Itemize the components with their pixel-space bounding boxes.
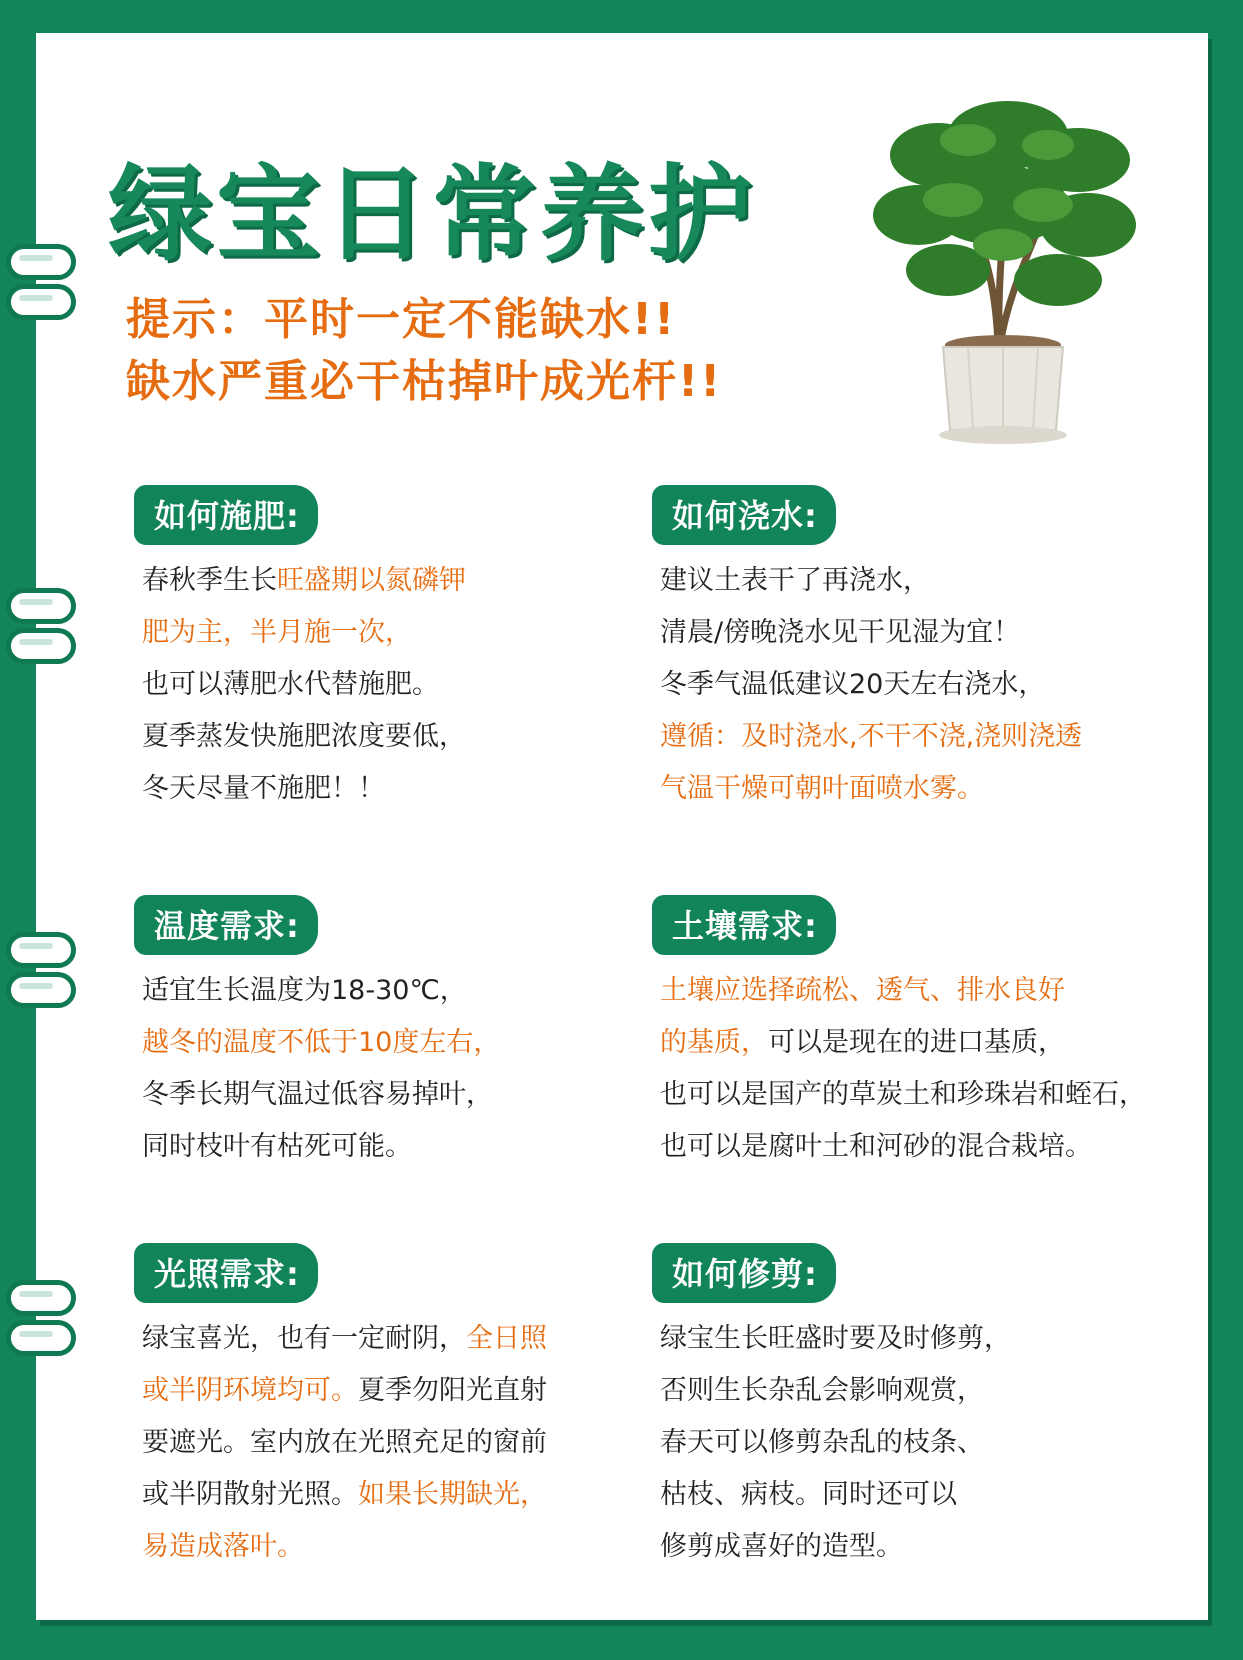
section-line [660,659,1172,711]
body-text: 同时枝叶有枯死可能。 [142,1131,412,1162]
section-line [142,1469,654,1521]
section-line [660,1469,1172,1521]
section-body [134,1313,654,1573]
binder-ring [6,1320,76,1356]
highlighted-text: 全日照 [466,1323,547,1354]
section-line [142,1313,654,1365]
body-text: 冬季长期气温过低容易掉叶， [142,1079,493,1110]
body-text: 冬天尽量不施肥！！ [142,773,385,804]
highlighted-text: 或半阴环境均可。 [142,1375,358,1406]
highlighted-text: 气温干燥可朝叶面喷水雾。 [660,773,984,804]
body-text: 或半阴散射光照。 [142,1479,358,1510]
highlighted-text: 易造成落叶。 [142,1531,304,1562]
binder-ring [6,932,76,968]
tip-line-2: 缺水严重必干枯掉叶成光杆!! [126,356,723,407]
section-line [142,711,654,763]
body-text: 春秋季生长 [142,565,277,596]
section-line [660,555,1172,607]
binder-ring [6,1280,76,1316]
highlighted-text: 的基质， [660,1027,768,1058]
section-line [660,711,1172,763]
body-text: 绿宝生长旺盛时要及时修剪， [660,1323,1011,1354]
section-line [660,1365,1172,1417]
section-line [142,1417,654,1469]
section-line [660,607,1172,659]
section-heading: 温度需求: [134,895,318,955]
binder-ring [6,588,76,624]
binder-ring [6,972,76,1008]
section-line [142,1121,654,1173]
section-fertilizing [134,485,654,815]
highlighted-text: 肥为主，半月施一次， [142,617,412,648]
section-line [660,1417,1172,1469]
section-line [142,555,654,607]
body-text: 夏季勿阳光直射 [358,1375,547,1406]
section-line [660,1313,1172,1365]
body-text: 否则生长杂乱会影响观赏， [660,1375,984,1406]
section-line [660,1069,1212,1121]
tip-line-1: 提示：平时一定不能缺水!! [126,294,677,345]
section-line [142,659,654,711]
section-body [652,965,1212,1173]
section-line [142,1069,654,1121]
body-text: 也可以是国产的草炭土和珍珠岩和蛭石， [660,1079,1146,1110]
section-heading: 光照需求: [134,1243,318,1303]
section-body [652,555,1172,815]
section-line [142,1365,654,1417]
section-soil [652,895,1212,1173]
section-pruning [652,1243,1172,1573]
highlighted-text: 土壤应选择疏松、透气、排水良好 [660,975,1065,1006]
potted-plant-image [858,95,1148,475]
section-heading: 如何浇水: [652,485,836,545]
body-text: 要遮光。室内放在光照充足的窗前 [142,1427,547,1458]
body-text: 建议土表干了再浇水， [660,565,930,596]
body-text: 冬季气温低建议20天左右浇水， [660,669,1046,700]
binder-ring [6,628,76,664]
section-line [142,1017,654,1069]
body-text: 可以是现在的进口基质， [768,1027,1065,1058]
section-body [134,965,654,1173]
highlighted-text: 旺盛期以氮磷钾 [277,565,466,596]
section-line [660,1121,1212,1173]
section-line [142,607,654,659]
section-line [660,1521,1172,1573]
section-heading: 如何施肥: [134,485,318,545]
section-line [660,965,1212,1017]
body-text: 修剪成喜好的造型。 [660,1531,903,1562]
section-line [142,965,654,1017]
highlighted-text: 遵循：及时浇水,不干不浇,浇则浇透 [660,721,1083,752]
body-text: 清晨/傍晚浇水见干见湿为宜！ [660,617,1021,648]
section-light [134,1243,654,1573]
section-body [134,555,654,815]
body-text: 夏季蒸发快施肥浓度要低， [142,721,466,752]
binder-ring [6,284,76,320]
section-line [142,1521,654,1573]
highlighted-text: 如果长期缺光， [358,1479,547,1510]
binder-ring [6,244,76,280]
section-line [142,763,654,815]
section-heading: 如何修剪: [652,1243,836,1303]
section-body [652,1313,1172,1573]
section-line [660,763,1172,815]
body-text: 也可以是腐叶土和河砂的混合栽培。 [660,1131,1092,1162]
highlighted-text: 越冬的温度不低于10度左右， [142,1027,501,1058]
body-text: 枯枝、病枝。同时还可以 [660,1479,957,1510]
section-watering [652,485,1172,815]
body-text: 春天可以修剪杂乱的枝条、 [660,1427,984,1458]
section-heading: 土壤需求: [652,895,836,955]
section-temperature [134,895,654,1173]
section-line [660,1017,1212,1069]
body-text: 绿宝喜光，也有一定耐阴， [142,1323,466,1354]
page-title: 绿宝日常养护 [108,153,757,275]
body-text: 适宜生长温度为18-30℃， [142,975,467,1006]
body-text: 也可以薄肥水代替施肥。 [142,669,439,700]
